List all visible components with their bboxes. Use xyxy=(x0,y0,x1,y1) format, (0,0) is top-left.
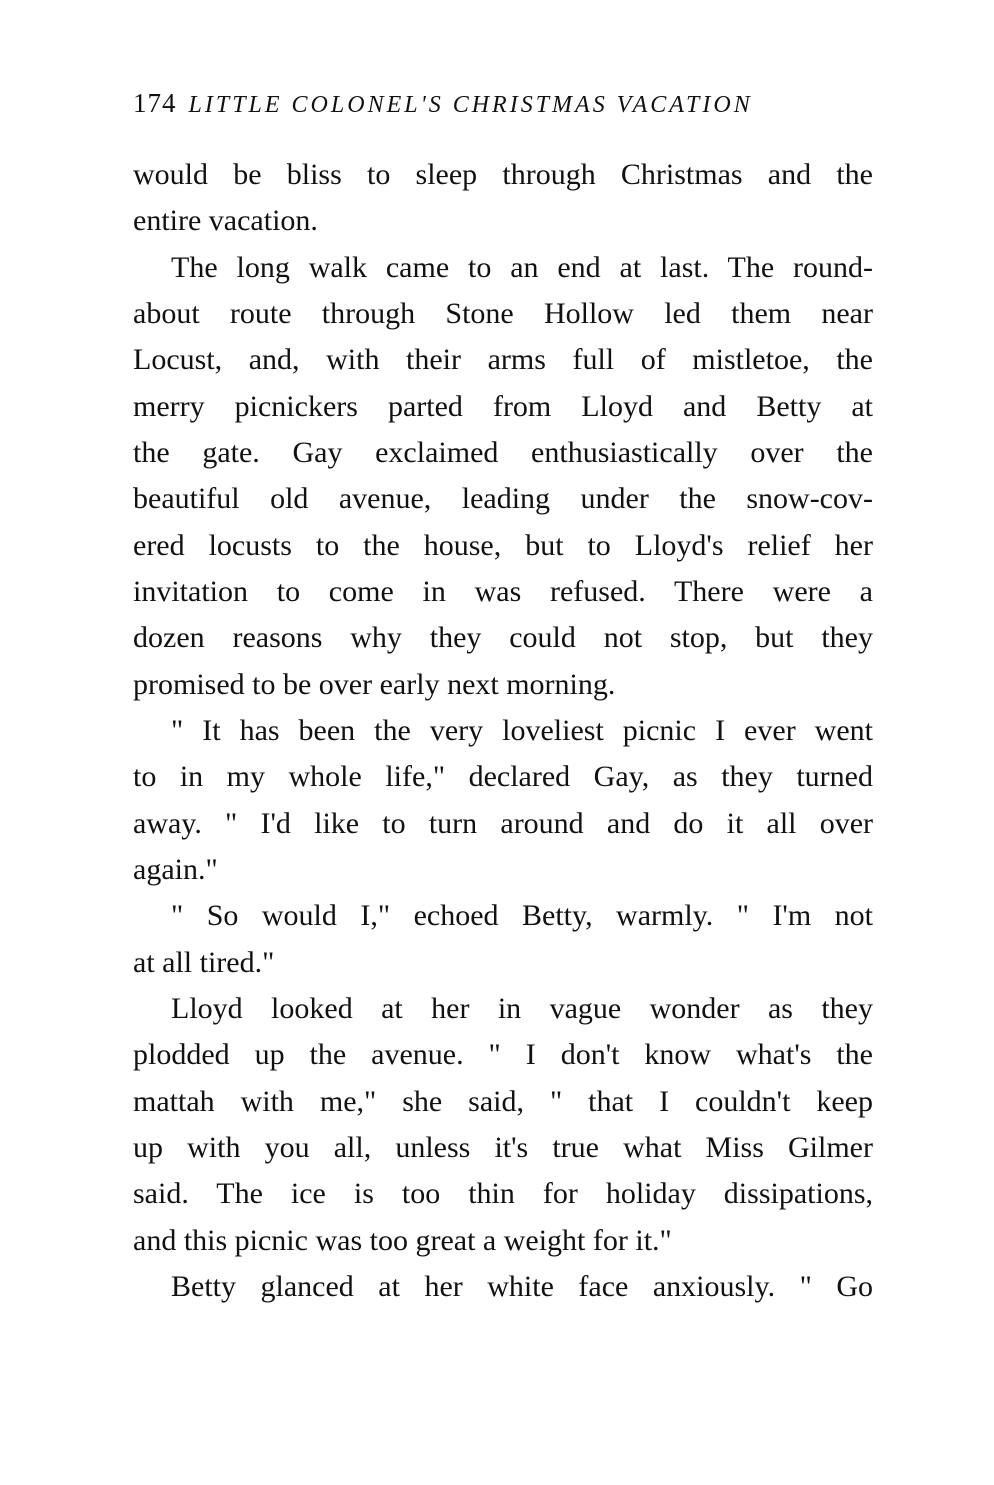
text-line: beautiful old avenue, leading under the snow-cov- xyxy=(133,482,873,516)
text-line: and this picnic was too great a weight for it." xyxy=(133,1223,672,1257)
text-line: invitation to come in was refused. There were a xyxy=(133,574,873,608)
text-line: plodded up the avenue. " I don't know what's the xyxy=(133,1038,873,1072)
text-line: entire vacation. xyxy=(133,204,318,238)
text-line: about route through Stone Hollow led them near xyxy=(133,296,873,330)
text-line: " It has been the very loveliest picnic I ever went xyxy=(171,713,873,747)
text-line: at all tired." xyxy=(133,945,275,979)
page-number: 174 xyxy=(133,88,177,118)
text-line: would be bliss to sleep through Christmas and the xyxy=(133,158,873,191)
body-text xyxy=(133,152,873,1310)
text-line: " So would I," echoed Betty, warmly. " I'm not xyxy=(171,899,873,933)
text-line: The long walk came to an end at last. The round- xyxy=(171,250,873,284)
text-line: Lloyd looked at her in vague wonder as they xyxy=(171,991,873,1025)
text-line: to in my whole life," declared Gay, as they turned xyxy=(133,760,873,794)
text-line: up with you all, unless it's true what Miss Gilmer xyxy=(133,1130,873,1164)
text-line: promised to be over early next morning. xyxy=(133,667,616,701)
running-header xyxy=(133,83,873,123)
text-line: Locust, and, with their arms full of mistletoe, the xyxy=(133,343,873,377)
text-line: merry picnickers parted from Lloyd and Betty at xyxy=(133,389,873,423)
text-line: mattah with me," she said, " that I couldn't keep xyxy=(133,1084,873,1118)
text-line: said. The ice is too thin for holiday dissipations, xyxy=(133,1177,873,1211)
text-line: the gate. Gay exclaimed enthusiastically over the xyxy=(133,435,873,469)
text-line: dozen reasons why they could not stop, but they xyxy=(133,621,873,655)
text-line: again." xyxy=(133,852,218,886)
text-line: ered locusts to the house, but to Lloyd's relief her xyxy=(133,528,873,562)
text-line: Betty glanced at her white face anxiously. " Go xyxy=(171,1269,873,1303)
text-line: away. " I'd like to turn around and do it all over xyxy=(133,806,873,840)
running-title: LITTLE COLONEL'S CHRISTMAS VACATION xyxy=(188,92,753,118)
